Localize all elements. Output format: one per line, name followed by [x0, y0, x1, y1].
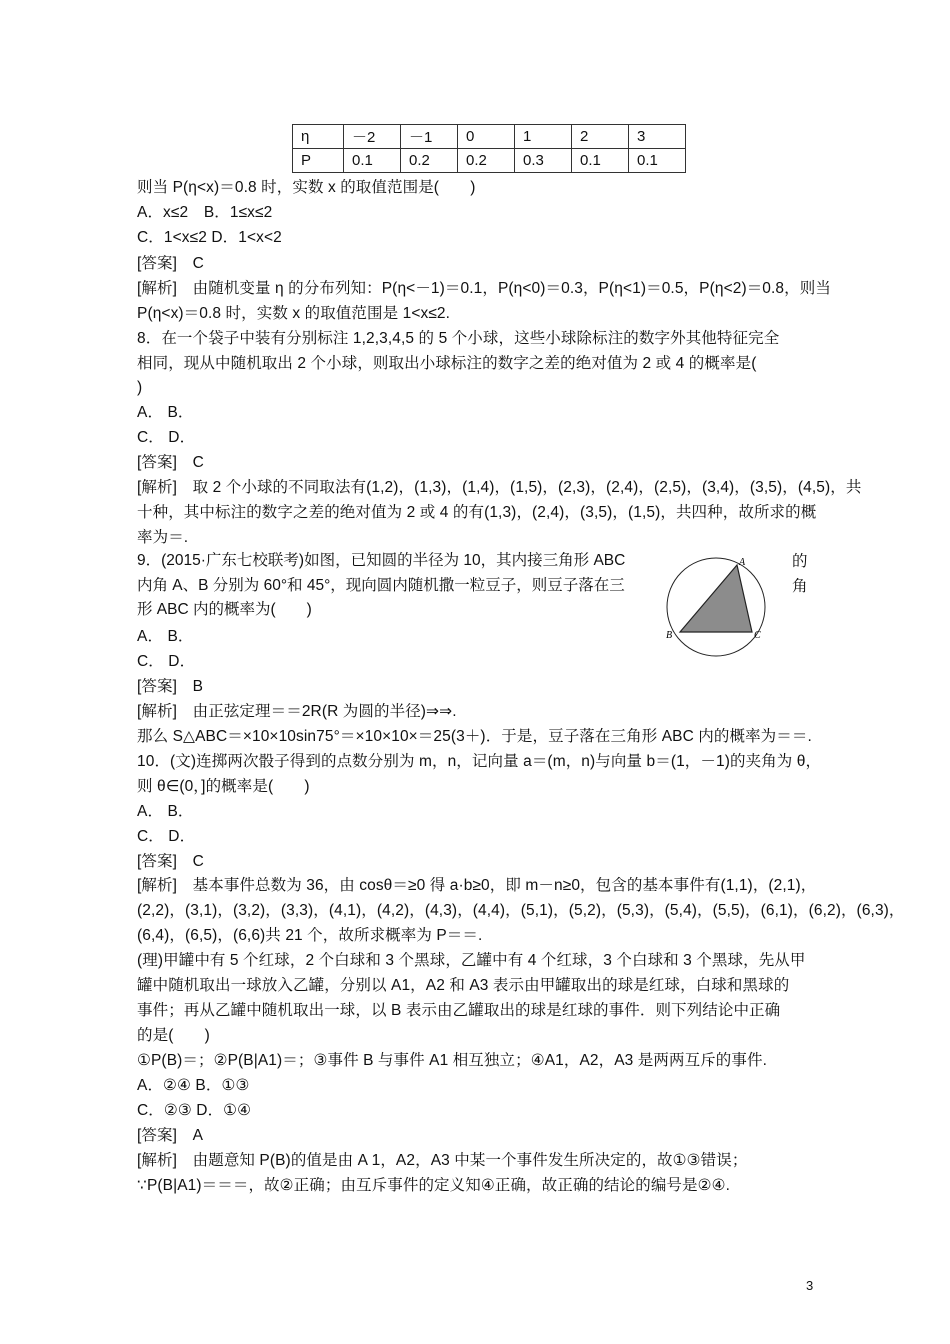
analysis-line: [解析] 取 2 个小球的不同取法有(1,2)，(1,3)，(1,4)，(1,5)，(2,3)，(2,4)，(2,5)，(3,4)，(3,5)，(4,5)，共 [137, 479, 862, 496]
table-cell: 0.1 [629, 149, 686, 173]
answer-line: [答案] B [137, 678, 204, 695]
table-cell: －2 [344, 125, 401, 149]
text-line: ∵P(B|A1)＝＝＝，故②正确；由互斥事件的定义知④正确，故正确的结论的编号是②④. [137, 1177, 731, 1194]
table-cell: －1 [401, 125, 458, 149]
text-line: ) [137, 379, 143, 396]
text-line: 的是( ) [137, 1027, 210, 1044]
answer-line: [答案] A [137, 1127, 204, 1144]
table-row [293, 125, 686, 149]
triangle-abc [680, 565, 752, 632]
option-line: C．②③ D．①④ [137, 1102, 252, 1119]
text-line: (理)甲罐中有 5 个红球，2 个白球和 3 个黑球，乙罐中有 4 个红球，3 个白球和 3 个黑球，先从甲 [137, 952, 806, 969]
text-line: A．x≤2 B．1≤x≤2 [137, 204, 273, 221]
vertex-label-c: C [754, 630, 761, 641]
table-cell: 0.1 [344, 149, 401, 173]
text-line: 率为＝. [137, 529, 189, 546]
page-number: 3 [806, 1278, 814, 1293]
table-cell: P [293, 149, 344, 173]
answer-line: [答案] C [137, 255, 204, 272]
table-cell: 0.2 [401, 149, 458, 173]
vertex-label-a: A [739, 557, 746, 568]
text-fragment: 的 [792, 553, 808, 570]
text-fragment: 角 [792, 578, 808, 595]
option-line: A．②④ B．①③ [137, 1077, 250, 1094]
option-line: A． B． [137, 628, 194, 645]
table-cell: η [293, 125, 344, 149]
analysis-line: [解析] 由随机变量 η 的分布列知：P(η<－1)＝0.1，P(η<0)＝0.3，P(η<1)＝0.5，P(η<2)＝0.8，则当 [137, 280, 831, 297]
text-line: 十种，其中标注的数字之差的绝对值为 2 或 4 的有(1,3)，(2,4)，(3,5)，(1,5)，共四种，故所求的概 [137, 504, 817, 521]
circle-triangle-figure [660, 553, 772, 665]
text-line: 事件；再从乙罐中随机取出一球，以 B 表示由乙罐取出的球是红球的事件．则下列结论中正确 [137, 1002, 781, 1019]
question-10: 10．(文)连掷两次骰子得到的点数分别为 m，n，记向量 a＝(m，n)与向量 b＝(1，－1)的夹角为 θ， [137, 753, 822, 770]
answer-line: [答案] C [137, 853, 204, 870]
table-cell: 0.2 [458, 149, 515, 173]
text-line: (6,4)，(6,5)，(6,6)共 21 个，故所求概率为 P＝＝. [137, 927, 483, 944]
text-line: 9．(2015·广东七校联考)如图，已知圆的半径为 10，其内接三角形 ABC [137, 552, 626, 569]
option-line: C． D． [137, 653, 196, 670]
table-cell: 2 [572, 125, 629, 149]
table-row [293, 149, 686, 173]
analysis-line: [解析] 由题意知 P(B)的值是由 A 1，A2，A3 中某一个事件发生所决定的，故①③错误； [137, 1152, 748, 1169]
table-cell: 0.1 [572, 149, 629, 173]
table-cell: 0.3 [515, 149, 572, 173]
text-line: ①P(B)＝；②P(B|A1)＝；③事件 B 与事件 A1 相互独立；④A1，A2，A3 是两两互斥的事件. [137, 1052, 767, 1069]
text-line: 则当 P(η<x)＝0.8 时，实数 x 的取值范围是( ) [137, 179, 476, 196]
vertex-label-b: B [666, 630, 673, 641]
text-line: P(η<x)＝0.8 时，实数 x 的取值范围是 1<x≤2. [137, 305, 451, 322]
analysis-line: [解析] 由正弦定理＝＝2R(R 为圆的半径)⇒⇒. [137, 703, 457, 720]
text-line: 那么 S△ABC＝×10×10sin75°＝×10×10×＝25(3＋)．于是，豆子落在三角形 ABC 内的概率为＝＝. [137, 728, 812, 745]
table-cell: 1 [515, 125, 572, 149]
distribution-table [292, 124, 686, 173]
text-line: C．1<x≤2 D．1<x<2 [137, 229, 282, 246]
text-line: 内角 A、B 分别为 60°和 45°，现向圆内随机撒一粒豆子，则豆子落在三 [137, 576, 625, 594]
option-line: A． B． [137, 404, 194, 421]
table-cell: 3 [629, 125, 686, 149]
analysis-line: [解析] 基本事件总数为 36，由 cosθ＝≥0 得 a·b≥0，即 m－n≥0，包含的基本事件有(1,1)，(2,1)， [137, 877, 817, 894]
answer-line: [答案] C [137, 454, 204, 471]
table-cell: 0 [458, 125, 515, 149]
question-8: 8．在一个袋子中装有分别标注 1,2,3,4,5 的 5 个小球，这些小球除标注的数字外其他特征完全 [137, 330, 780, 347]
text-line: 形 ABC 内的概率为( ) [137, 601, 312, 618]
text-line: 罐中随机取出一球放入乙罐，分别以 A1，A2 和 A3 表示由甲罐取出的球是红球，白球和黑球的 [137, 977, 790, 994]
text-line: (2,2)，(3,1)，(3,2)，(3,3)，(4,1)，(4,2)，(4,3)，(4,4)，(5,1)，(5,2)，(5,3)，(5,4)，(5,5)，(6,1)，(6,2)，(6,3)， [137, 902, 905, 919]
option-line: C． D． [137, 828, 196, 845]
option-line: C． D． [137, 429, 196, 446]
text-line: 相同，现从中随机取出 2 个小球，则取出小球标注的数字之差的绝对值为 2 或 4 的概率是( [137, 355, 757, 372]
question-9 [137, 549, 637, 623]
text-line: 则 θ∈(0，]的概率是( ) [137, 778, 310, 795]
option-line: A． B． [137, 803, 194, 820]
